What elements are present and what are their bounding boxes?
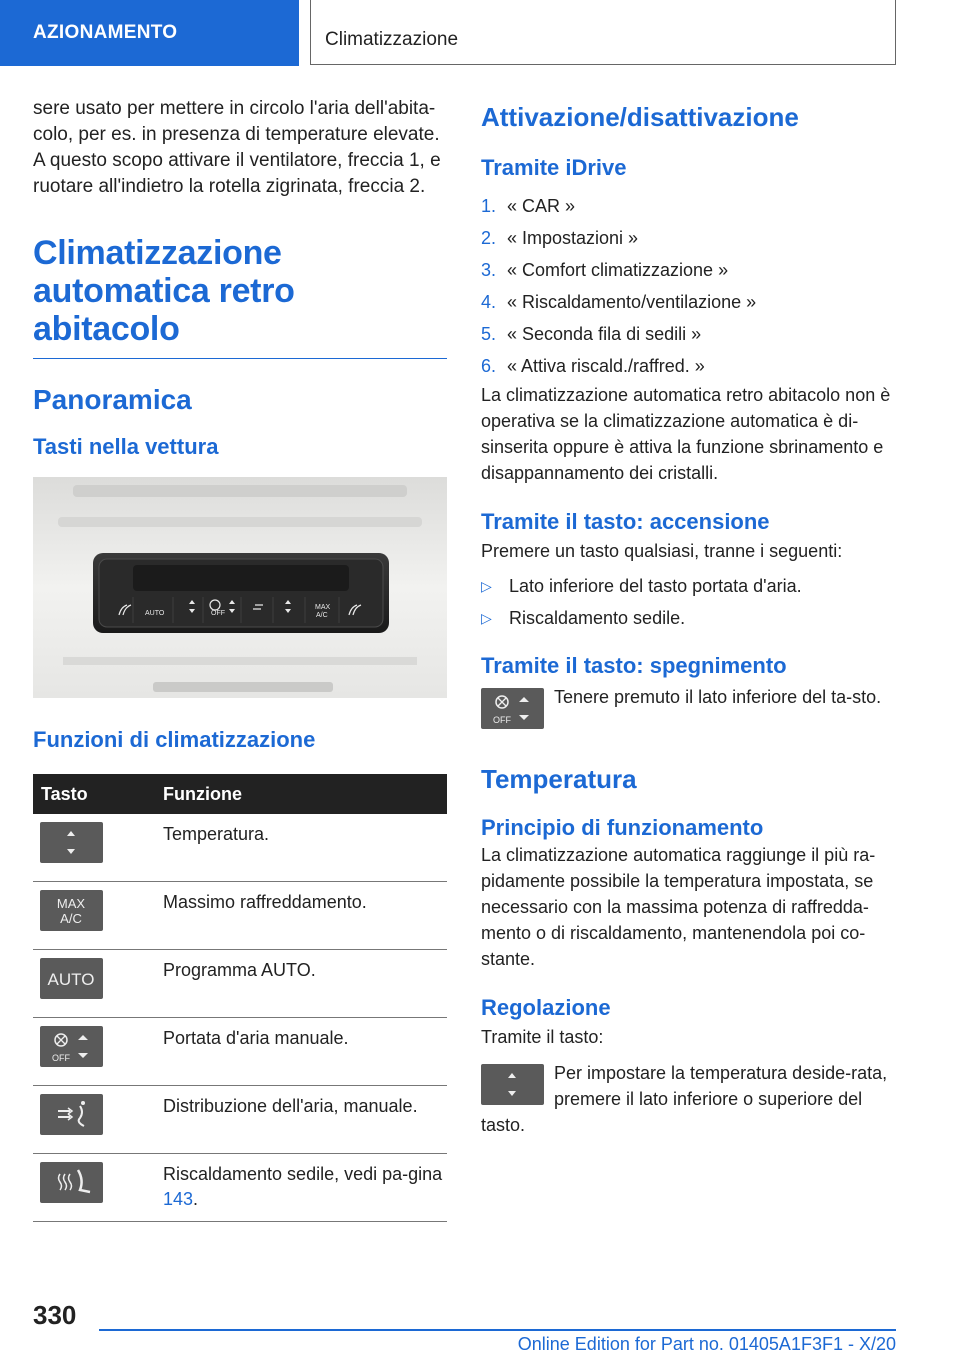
- step-text: « Comfort climatizzazione »: [507, 260, 729, 280]
- panel-ac-label: A/C: [316, 612, 328, 619]
- table-row: [33, 1018, 447, 1086]
- table-header-row: [33, 774, 447, 814]
- fan-off-arrows-icon: [40, 1026, 103, 1067]
- step-text: « CAR »: [507, 196, 576, 216]
- table-header-funzione: Funzione: [159, 774, 447, 814]
- list-item: [481, 318, 896, 350]
- page-link-143[interactable]: 143: [163, 1189, 194, 1209]
- table-cell-function: Temperatura.: [159, 814, 447, 882]
- temperature-arrows-icon: [40, 822, 103, 863]
- triangle-bullet-icon: ▷: [481, 578, 492, 594]
- attivazione-heading: Attivazione/disattivazione: [481, 102, 799, 132]
- control-panel-photo: [33, 477, 447, 698]
- list-item: [481, 222, 896, 254]
- table-cell-function: Distribuzione dell'aria, manuale.: [159, 1086, 447, 1154]
- table-row: [33, 1086, 447, 1154]
- right-column: [481, 96, 896, 1138]
- list-item: [481, 254, 896, 286]
- auto-icon: [40, 958, 103, 999]
- max-ac-icon: [40, 890, 103, 931]
- intro-paragraph: sere usato per mettere in circolo l'aria dell'abita-colo, per es. in presenza di temperature elevate. A questo scopo attivare il ventilatore, freccia 1, e ruotare all'indietro la rotella zigrinata, freccia 2.: [33, 98, 441, 197]
- footer-divider: [99, 1329, 896, 1331]
- section-heading: Climatizzazione automatica retro abitacolo: [33, 234, 447, 359]
- step-number: 2.: [481, 228, 497, 248]
- regolazione-text: Per impostare la temperatura deside-rata, premere il lato inferiore o superiore del tasto.: [481, 1063, 888, 1135]
- control-panel-illustration: [33, 477, 447, 698]
- fan-off-arrows-icon: [481, 688, 544, 729]
- panoramica-heading: Panoramica: [33, 384, 192, 415]
- regolazione-heading: Regolazione: [481, 995, 611, 1020]
- table-row: [33, 950, 447, 1018]
- panel-auto-label: AUTO: [145, 610, 165, 617]
- principio-text: La climatizzazione automatica raggiunge il più ra-pidamente possibile la temperatura impostata, se necessario con la massima potenza di raffredda-mento o di riscaldamento, mantenendola poi co-stante.: [481, 845, 876, 969]
- step-text: « Seconda fila di sedili »: [507, 324, 702, 344]
- seat-heating-suffix: .: [193, 1189, 199, 1209]
- idrive-note: La climatizzazione automatica retro abitacolo non è operativa se la climatizzazione automatica è di-sinserita oppure è attiva la funzione sbrinamento e disappannamento dei cristalli.: [481, 385, 891, 483]
- accensione-text: Premere un tasto qualsiasi, tranne i seguenti:: [481, 541, 843, 561]
- tasti-heading: Tasti nella vettura: [33, 434, 219, 459]
- auto-icon-label: AUTO: [47, 970, 95, 989]
- regolazione-block: [481, 1060, 896, 1138]
- table-row: [33, 1154, 447, 1222]
- fan-off-icon-label: OFF: [52, 1053, 70, 1063]
- table-header-tasto: Tasto: [33, 774, 159, 814]
- left-column: [33, 96, 447, 1222]
- triangle-bullet-icon: ▷: [481, 610, 492, 626]
- temperatura-heading: Temperatura: [481, 764, 637, 794]
- step-number: 3.: [481, 260, 497, 280]
- list-item: [481, 602, 896, 634]
- step-text: « Attiva riscald./raffred. »: [507, 356, 705, 376]
- spegnimento-block: [481, 684, 896, 736]
- seat-heating-icon: [40, 1162, 103, 1203]
- spegnimento-heading: Tramite il tasto: spegnimento: [481, 653, 787, 678]
- regolazione-intro: Tramite il tasto:: [481, 1027, 604, 1047]
- table-row: [33, 814, 447, 882]
- list-item: [481, 286, 896, 318]
- accensione-heading: Tramite il tasto: accensione: [481, 509, 770, 534]
- panel-off-label: OFF: [211, 610, 225, 617]
- list-item: [481, 570, 896, 602]
- max-ac-icon-label-top: MAX: [56, 896, 86, 911]
- fan-off-icon-label: OFF: [493, 715, 511, 725]
- seat-heating-text: Riscaldamento sedile, vedi pa-gina: [163, 1164, 443, 1184]
- step-number: 6.: [481, 356, 497, 376]
- principio-heading: Principio di funzionamento: [481, 815, 764, 840]
- edition-text: Online Edition for Part no. 01405A1F3F1 - X/20: [517, 1334, 896, 1354]
- list-item: [481, 190, 896, 222]
- section-tab: AZIONAMENTO: [0, 0, 299, 66]
- table-cell-function: Programma AUTO.: [159, 950, 447, 1018]
- step-number: 4.: [481, 292, 497, 312]
- table-cell-function: [159, 1154, 447, 1222]
- step-number: 1.: [481, 196, 497, 216]
- functions-table: [33, 774, 447, 1222]
- list-item: [481, 350, 896, 382]
- step-text: « Riscaldamento/ventilazione »: [507, 292, 757, 312]
- temperature-arrows-icon: [481, 1064, 544, 1105]
- page-number: 330: [33, 1300, 77, 1330]
- bullet-text: Lato inferiore del tasto portata d'aria.: [509, 576, 802, 596]
- table-cell-function: Portata d'aria manuale.: [159, 1018, 447, 1086]
- table-cell-function: Massimo raffreddamento.: [159, 882, 447, 950]
- air-distribution-icon: [40, 1094, 103, 1135]
- max-ac-icon-label-bottom: A/C: [60, 911, 82, 926]
- step-number: 5.: [481, 324, 497, 344]
- table-row: [33, 882, 447, 950]
- step-text: « Impostazioni »: [507, 228, 639, 248]
- panel-max-label: MAX: [315, 604, 331, 611]
- funzioni-heading: Funzioni di climatizzazione: [33, 727, 316, 752]
- spegnimento-text: Tenere premuto il lato inferiore del ta-sto.: [554, 687, 882, 707]
- exception-list: [481, 570, 896, 634]
- idrive-heading: Tramite iDrive: [481, 155, 627, 180]
- bullet-text: Riscaldamento sedile.: [509, 608, 686, 628]
- chapter-title: Climatizzazione: [310, 0, 896, 65]
- idrive-steps: [481, 190, 896, 382]
